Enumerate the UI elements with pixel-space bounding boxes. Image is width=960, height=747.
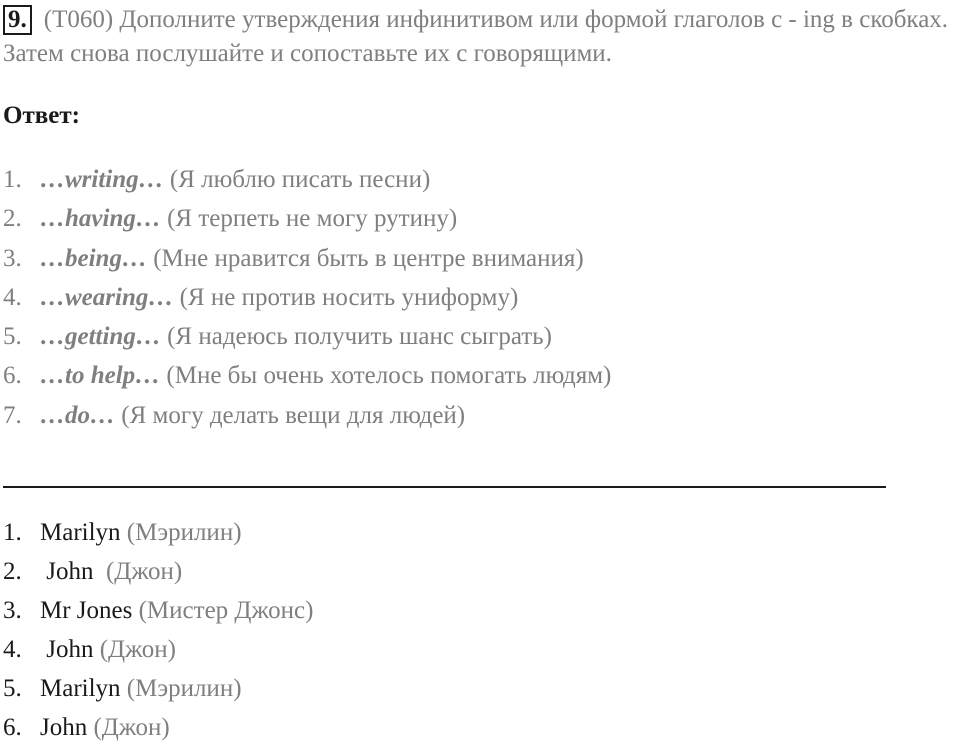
speaker-name: Mr Jones — [40, 597, 133, 624]
speaker-item — [3, 552, 313, 591]
speaker-number: 5. — [3, 675, 22, 702]
answer-verb: …wearing… — [40, 283, 174, 311]
speaker-name: Marilyn — [40, 675, 121, 702]
answer-number: 7. — [3, 401, 22, 429]
answer-item — [3, 278, 611, 317]
answer-translation: (Я не против носить униформу) — [179, 283, 519, 311]
speaker-name: John — [40, 636, 94, 663]
speaker-number: 4. — [3, 636, 22, 663]
speaker-number: 3. — [3, 597, 22, 624]
speaker-translation: (Джон) — [99, 558, 183, 585]
answer-item — [3, 396, 611, 435]
speaker-item — [3, 591, 313, 630]
answer-number: 1. — [3, 166, 22, 193]
answer-number: 2. — [3, 205, 22, 233]
speaker-list — [3, 513, 313, 747]
speaker-translation: (Джон) — [93, 714, 170, 741]
speaker-number: 2. — [3, 558, 22, 585]
speaker-translation: (Мистер Джонс) — [138, 597, 314, 624]
speaker-number: 1. — [3, 519, 22, 546]
answer-translation: (Я терпеть не могу рутину) — [167, 205, 458, 233]
answer-translation: (Мне нравится быть в центре внимания) — [153, 244, 584, 272]
answer-list — [3, 160, 611, 435]
answer-translation: (Я люблю писать песни) — [169, 166, 431, 193]
task-number: 9. — [3, 5, 32, 35]
answer-item — [3, 239, 611, 278]
speaker-translation: (Мэрилин) — [126, 675, 242, 702]
answer-translation: (Мне бы очень хотелось помогать людям) — [166, 362, 612, 390]
section-divider — [3, 486, 886, 488]
answer-verb: …having… — [40, 205, 161, 233]
speaker-translation: (Джон) — [99, 636, 176, 663]
answer-item — [3, 317, 611, 356]
answer-item — [3, 199, 611, 238]
answer-number: 3. — [3, 244, 22, 272]
answer-item — [3, 160, 611, 199]
task-statement — [3, 3, 953, 71]
answer-heading: Ответ: — [3, 102, 80, 129]
answer-translation: (Я могу делать вещи для людей) — [121, 401, 466, 429]
speaker-item — [3, 630, 313, 669]
answer-number: 5. — [3, 323, 22, 351]
speaker-item — [3, 513, 313, 552]
answer-translation: (Я надеюсь получить шанс сыграть) — [167, 323, 552, 351]
answer-number: 4. — [3, 283, 22, 311]
answer-verb: …do… — [40, 401, 115, 429]
answer-verb: …writing… — [40, 166, 164, 193]
answer-verb: …getting… — [40, 323, 161, 351]
speaker-name: Marilyn — [40, 519, 121, 546]
task-text: (T060) Дополните утверждения инфинитивом или формой глаголов с - ing в скобках. Затем снова послушайте и сопоставьте их с говорящими. — [3, 6, 949, 67]
speaker-name: John — [40, 714, 88, 741]
speaker-name: John — [40, 558, 94, 585]
answer-number: 6. — [3, 362, 22, 390]
speaker-item — [3, 669, 313, 708]
speaker-number: 6. — [3, 714, 22, 741]
speaker-item — [3, 708, 313, 747]
speaker-translation: (Мэрилин) — [126, 519, 242, 546]
answer-verb: …being… — [40, 244, 147, 272]
answer-item — [3, 356, 611, 395]
answer-verb: …to help… — [40, 362, 161, 390]
